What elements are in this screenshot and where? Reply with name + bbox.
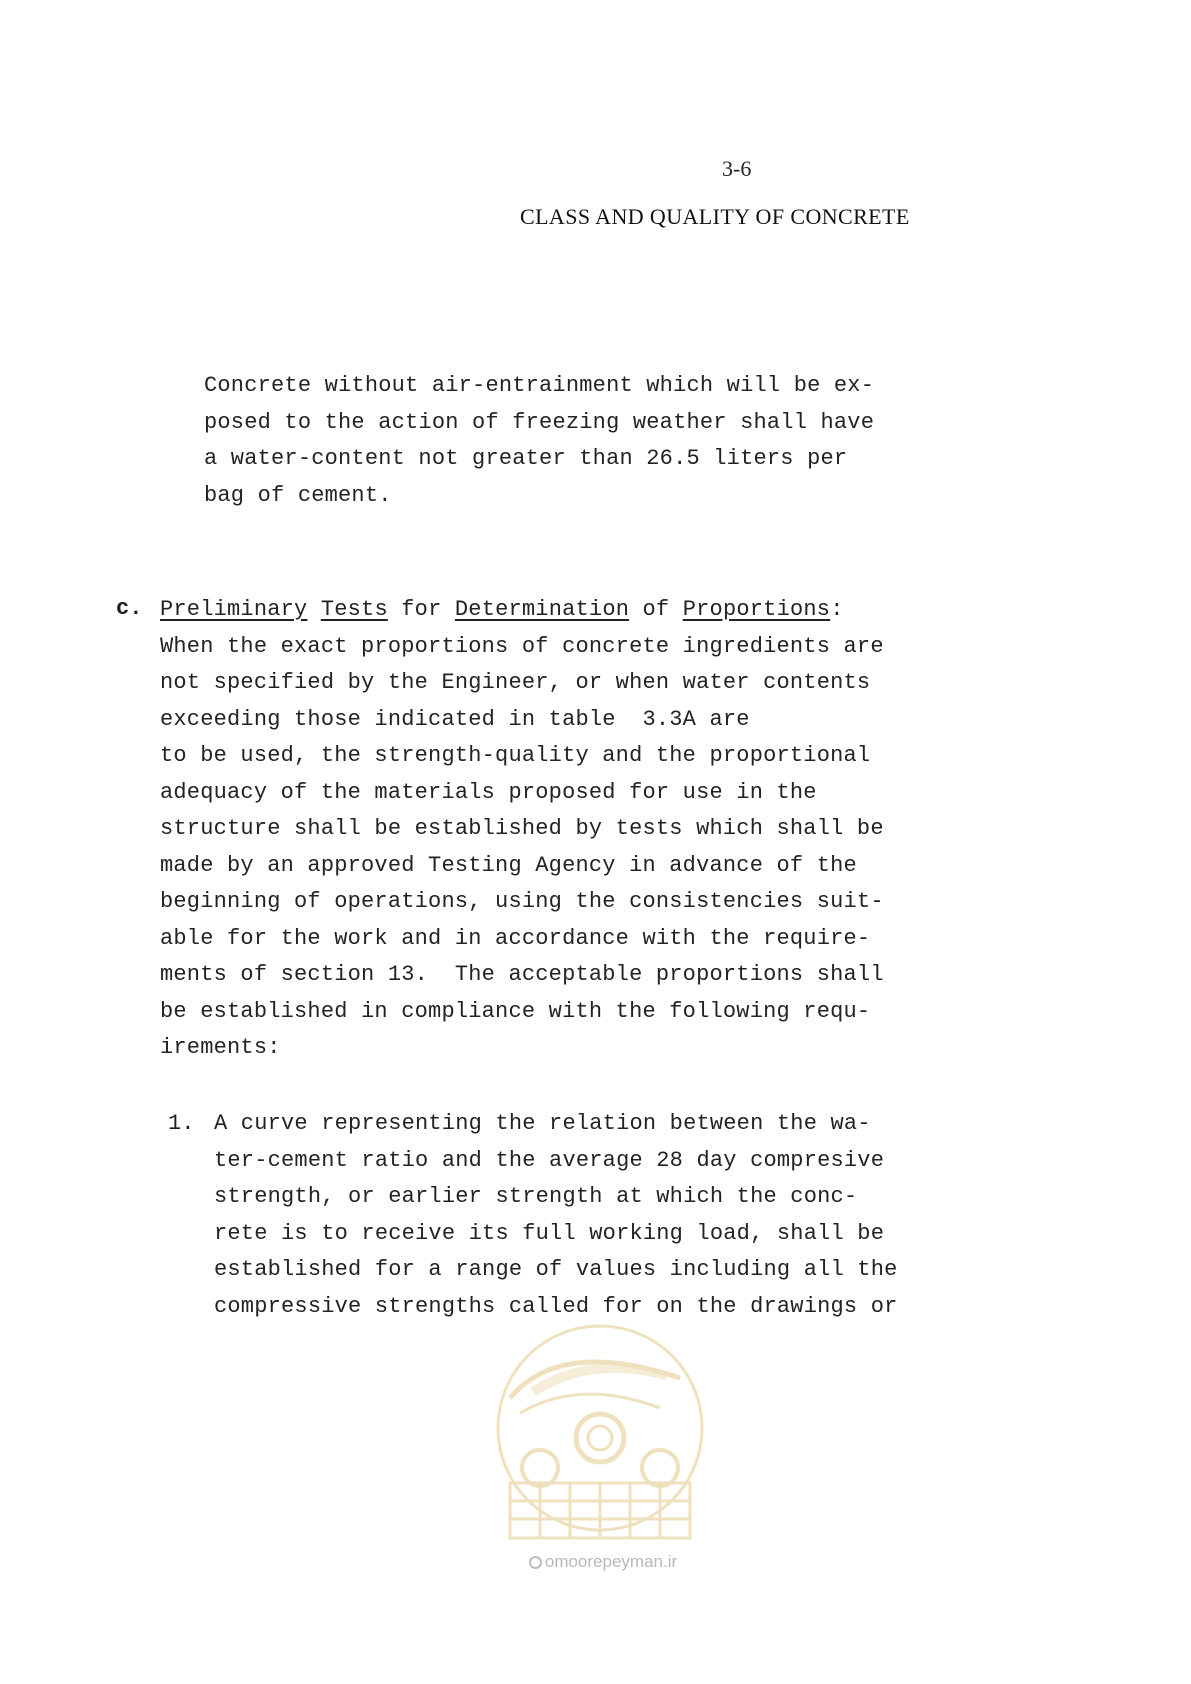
watermark-url [498, 1552, 708, 1572]
item-c-line-3: exceeding those indicated in table 3.3A are [160, 706, 750, 732]
item-c-line-10: ments of section 13. The acceptable proportions shall [160, 962, 884, 987]
item-c-line-6: structure shall be established by tests which shall be [160, 816, 884, 841]
item-c-line-4: to be used, the strength-quality and the proportional [160, 743, 871, 768]
heading-word-of: of [642, 597, 670, 622]
item-c-label: c. [116, 596, 143, 621]
item-1-line-4: rete is to receive its full working load, shall be [214, 1220, 885, 1246]
heading-word-proportions: Proportions [682, 597, 831, 622]
item-1-label: 1. [168, 1111, 195, 1136]
item-c-line-11: be established in compliance with the following requ- [160, 998, 871, 1024]
intro-line-1: Concrete without air-entrainment which will be ex- [204, 373, 875, 398]
item-1-line-1: A curve representing the relation between the wa- [214, 1111, 871, 1136]
intro-line-4: bag of cement. [204, 482, 392, 508]
watermark-url-text: omoorepeyman.ir [544, 1552, 678, 1571]
item-1-line-3: strength, or earlier strength at which the conc- [214, 1184, 858, 1209]
item-c-paragraph [160, 592, 884, 1067]
page-number: 3-6 [722, 156, 752, 181]
intro-line-2: posed to the action of freezing weather shall have [204, 409, 875, 435]
heading-word-tests: Tests [320, 597, 388, 622]
item-c-line-5: adequacy of the materials proposed for use in the [160, 779, 817, 805]
item-c-line-9: able for the work and in accordance with the require- [160, 925, 871, 951]
globe-icon [529, 1556, 542, 1569]
intro-paragraph [204, 368, 874, 514]
item-1-line-2: ter-cement ratio and the average 28 day compresive [214, 1147, 885, 1173]
heading-word-preliminary: Preliminary [160, 597, 308, 622]
heading-word-for: for [401, 597, 442, 622]
item-c-line-8: beginning of operations, using the consistencies suit- [160, 889, 884, 914]
item-1-paragraph [214, 1106, 898, 1325]
heading-word-determination: Determination [454, 597, 630, 622]
item-c-line-2: not specified by the Engineer, or when water contents [160, 670, 871, 695]
heading-colon: : [830, 597, 844, 622]
intro-line-3: a water-content not greater than 26.5 liters per [204, 446, 848, 471]
item-c-heading [160, 592, 884, 629]
item-c-line-12: irements: [160, 1035, 281, 1060]
item-1-line-5: established for a range of values including all the [214, 1257, 898, 1282]
item-c-line-1: When the exact proportions of concrete ingredients are [160, 633, 884, 659]
item-c-line-7: made by an approved Testing Agency in advance of the [160, 852, 857, 878]
item-1-line-6: compressive strengths called for on the drawings or [214, 1293, 898, 1319]
section-title: CLASS AND QUALITY OF CONCRETE [520, 204, 910, 229]
seal-logo-icon [490, 1318, 710, 1558]
